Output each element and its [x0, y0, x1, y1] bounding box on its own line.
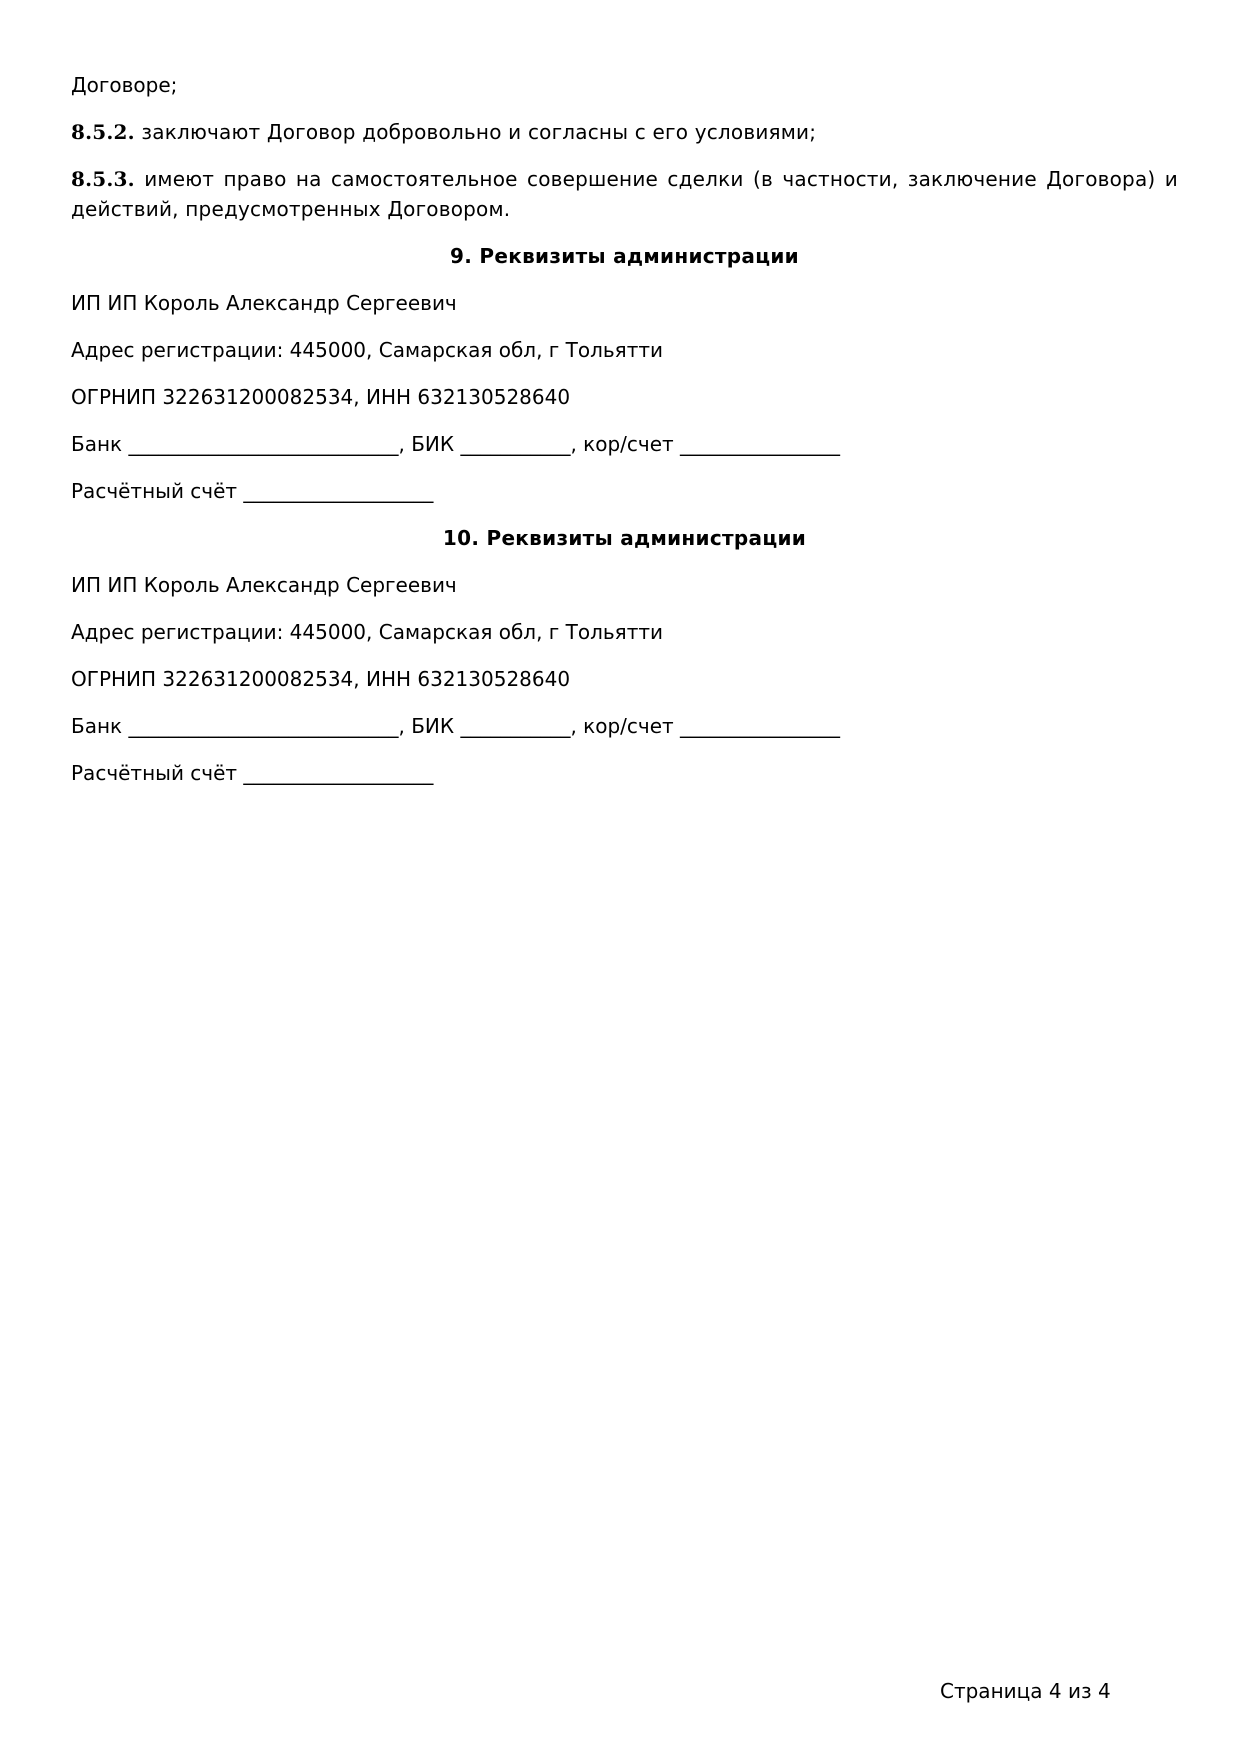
settlement-account: Расчётный счёт ___________________ [71, 761, 434, 785]
entrepreneur-name: ИП ИП Король Александр Сергеевич [71, 573, 457, 597]
entrepreneur-name: ИП ИП Король Александр Сергеевич [71, 291, 457, 315]
registration-ids: ОГРНИП 322631200082534, ИНН 632130528640 [71, 667, 571, 691]
clause-number: 8.5.3. [71, 167, 135, 191]
clause-text: имеют право на самостоятельное совершение сделки (в частности, заключение Договора) и действий, предусмотренных Договором. [71, 167, 1178, 221]
registration-ids: ОГРНИП 322631200082534, ИНН 632130528640 [71, 385, 571, 409]
bank-details: Банк ___________________________, БИК ___________, кор/счет ________________ [71, 432, 841, 456]
clause-8-5-2 [71, 117, 1178, 147]
section-heading: 10. Реквизиты администрации [442, 526, 807, 550]
clause-8-5-3 [71, 164, 1178, 224]
section-heading: 9. Реквизиты администрации [450, 244, 799, 268]
requisites-section-10 [71, 523, 1178, 788]
page-number-footer: Страница 4 из 4 [940, 1679, 1111, 1703]
clause-text: заключают Договор добровольно и согласны с его условиями; [134, 120, 817, 144]
requisites-section-9 [71, 241, 1178, 506]
continuation-text: Договоре; [71, 73, 178, 97]
settlement-account: Расчётный счёт ___________________ [71, 479, 434, 503]
document-body [71, 70, 1178, 805]
clause-number: 8.5.2. [71, 120, 135, 144]
bank-details: Банк ___________________________, БИК ___________, кор/счет ________________ [71, 714, 841, 738]
registration-address: Адрес регистрации: 445000, Самарская обл, г Тольятти [71, 620, 664, 644]
registration-address: Адрес регистрации: 445000, Самарская обл, г Тольятти [71, 338, 664, 362]
